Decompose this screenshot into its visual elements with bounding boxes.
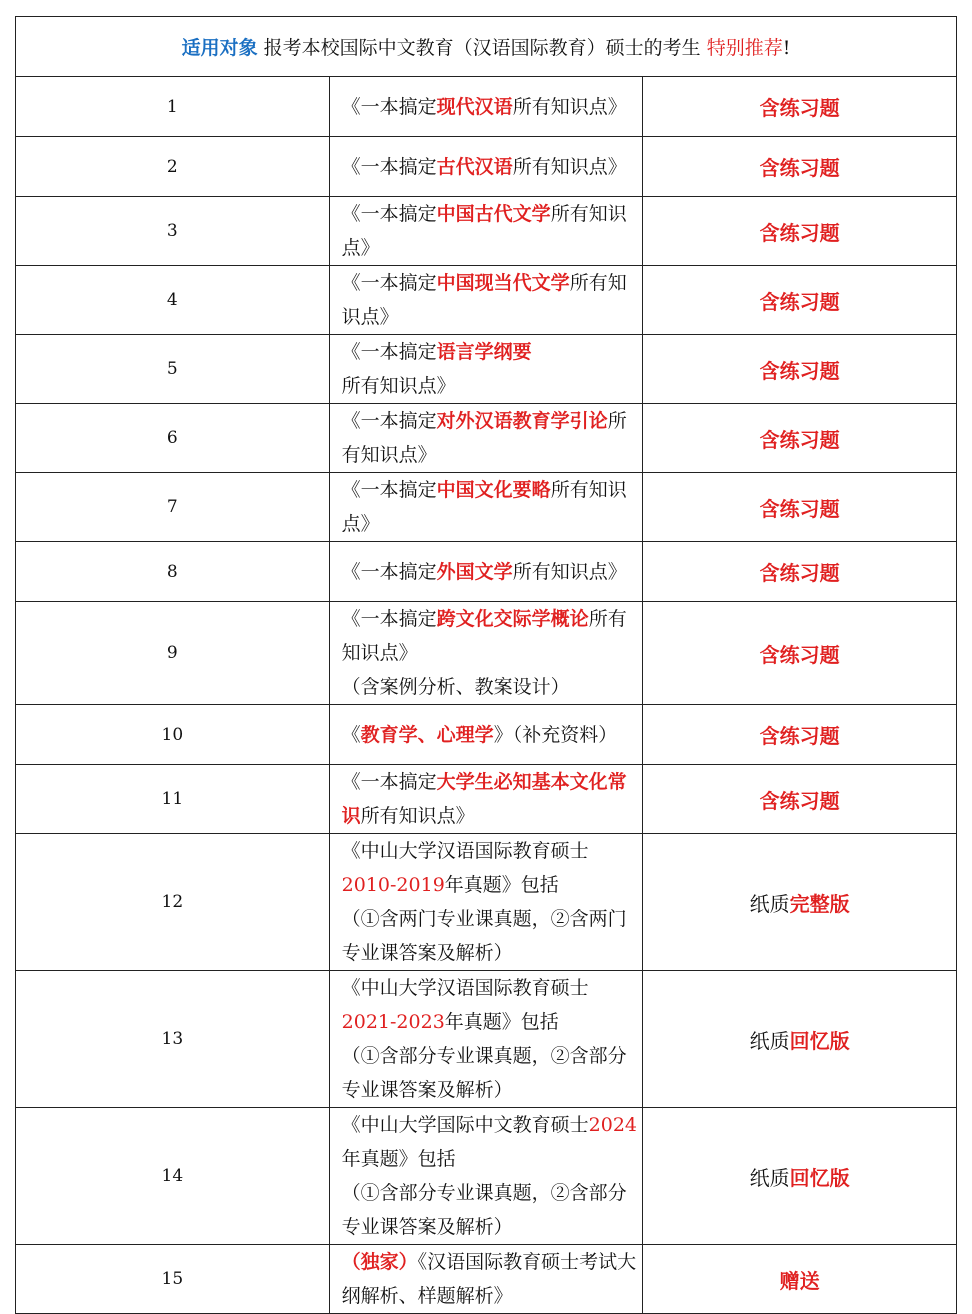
row-number: 10: [16, 705, 330, 765]
table-row: [16, 834, 957, 971]
table-row: [16, 404, 957, 473]
row-subtitle: （含案例分析、教案设计）: [341, 676, 570, 698]
row-note: 含练习题: [643, 137, 957, 197]
row-title: （独家）《汉语国际教育硕士考试大纲解析、样题解析》: [329, 1245, 643, 1314]
row-note: 含练习题: [643, 765, 957, 834]
row-subtitle: （①含两门专业课真题，②含两门专业课答案及解析）: [341, 908, 627, 964]
row-number: 15: [16, 1245, 330, 1314]
table-row: [16, 705, 957, 765]
table-row: [16, 473, 957, 542]
row-title: 《教育学、心理学》（补充资料）: [329, 705, 643, 765]
table-header-row: [16, 17, 957, 77]
table-row: [16, 266, 957, 335]
row-note: 含练习题: [643, 602, 957, 705]
recommend-highlight: 特别推荐: [706, 37, 783, 59]
header-end: !: [782, 37, 791, 59]
row-title: 《一本搞定古代汉语所有知识点》: [329, 137, 643, 197]
row-title: 《一本搞定大学生必知基本文化常识所有知识点》: [329, 765, 643, 834]
row-title: 《中山大学汉语国际教育硕士2021-2023年真题》包括 （①含部分专业课真题，②含部分专业课答案及解析）: [329, 971, 643, 1108]
row-number: 5: [16, 335, 330, 404]
table-row: [16, 335, 957, 404]
header-cell: [16, 17, 957, 77]
row-title: 《一本搞定外国文学所有知识点》: [329, 542, 643, 602]
table-row: [16, 765, 957, 834]
table-row: [16, 197, 957, 266]
row-title: 《中山大学汉语国际教育硕士2010-2019年真题》包括 （①含两门专业课真题，②含两门专业课答案及解析）: [329, 834, 643, 971]
row-subtitle: （①含部分专业课真题，②含部分专业课答案及解析）: [341, 1182, 627, 1238]
exclusive-tag: （独家）: [341, 1251, 418, 1273]
row-note: 含练习题: [643, 266, 957, 335]
row-title: 《一本搞定中国文化要略所有知识点》: [329, 473, 643, 542]
row-title: 《一本搞定中国古代文学所有知识点》: [329, 197, 643, 266]
row-number: 1: [16, 77, 330, 137]
row-note: 含练习题: [643, 77, 957, 137]
row-title: 《一本搞定语言学纲要所有知识点》: [329, 335, 643, 404]
table-row: [16, 971, 957, 1108]
table-row: [16, 77, 957, 137]
row-title: 《一本搞定现代汉语所有知识点》: [329, 77, 643, 137]
table-row: [16, 137, 957, 197]
row-title: 《一本搞定跨文化交际学概论所有知识点》 （含案例分析、教案设计）: [329, 602, 643, 705]
row-number: 7: [16, 473, 330, 542]
row-title: 《中山大学国际中文教育硕士2024年真题》包括 （①含部分专业课真题，②含部分专业课答案及解析）: [329, 1108, 643, 1245]
audience-text: 报考本校国际中文教育（汉语国际教育）硕士的考生: [263, 37, 701, 59]
table-row: [16, 1245, 957, 1314]
row-number: 2: [16, 137, 330, 197]
row-note: 纸质回忆版: [643, 1108, 957, 1245]
row-number: 3: [16, 197, 330, 266]
row-note: 含练习题: [643, 473, 957, 542]
table-row: [16, 602, 957, 705]
row-note: 含练习题: [643, 705, 957, 765]
materials-table: [15, 16, 957, 1314]
row-note: 赠送: [643, 1245, 957, 1314]
row-number: 14: [16, 1108, 330, 1245]
row-number: 12: [16, 834, 330, 971]
table-row: [16, 542, 957, 602]
row-note: 纸质完整版: [643, 834, 957, 971]
row-number: 11: [16, 765, 330, 834]
row-number: 6: [16, 404, 330, 473]
audience-tag: 适用对象: [181, 37, 258, 59]
row-note: 含练习题: [643, 542, 957, 602]
row-title: 《一本搞定中国现当代文学所有知识点》: [329, 266, 643, 335]
row-number: 13: [16, 971, 330, 1108]
row-number: 4: [16, 266, 330, 335]
row-number: 9: [16, 602, 330, 705]
row-note: 纸质回忆版: [643, 971, 957, 1108]
row-note: 含练习题: [643, 404, 957, 473]
row-note: 含练习题: [643, 197, 957, 266]
row-number: 8: [16, 542, 330, 602]
row-subtitle: （①含部分专业课真题，②含部分专业课答案及解析）: [341, 1045, 627, 1101]
row-title: 《一本搞定对外汉语教育学引论所有知识点》: [329, 404, 643, 473]
row-note: 含练习题: [643, 335, 957, 404]
table-row: [16, 1108, 957, 1245]
